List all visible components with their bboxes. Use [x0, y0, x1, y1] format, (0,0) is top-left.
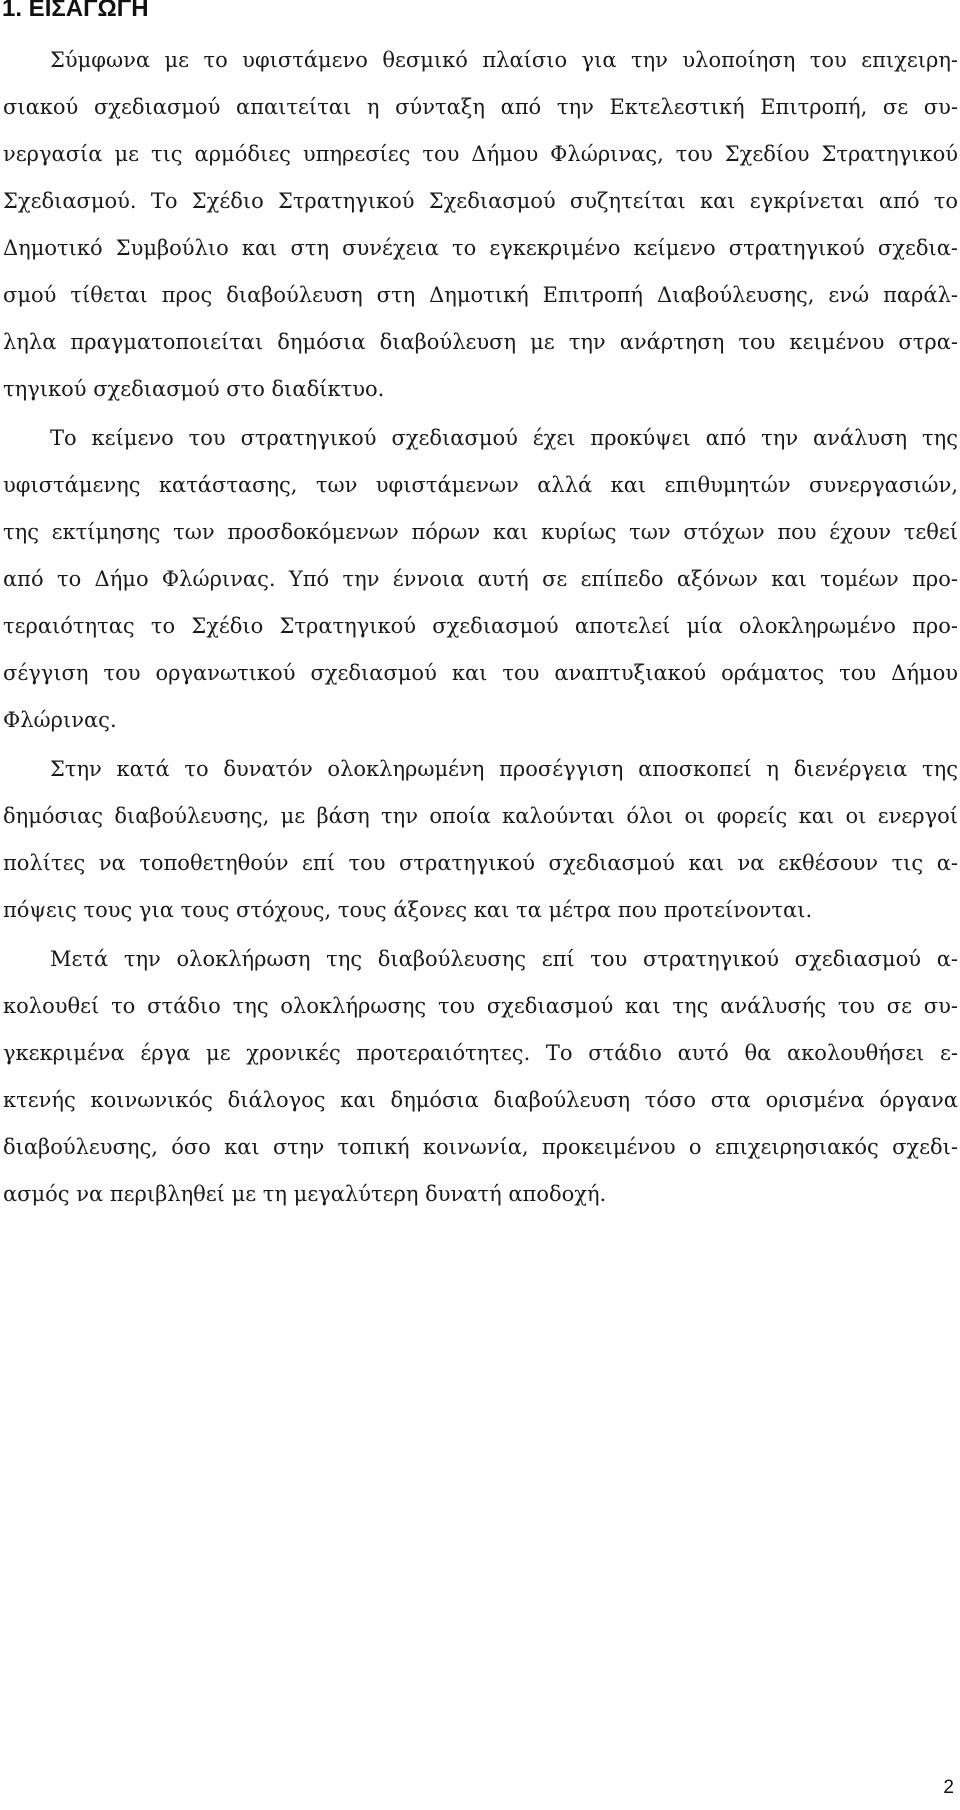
- body-text: [3, 37, 958, 1220]
- text-line: Δημοτικό Συμβούλιο και στη συνέχεια το εγκεκριμένο κείμενο στρατηγικού σχεδια-: [3, 236, 958, 260]
- paragraph-1: [3, 37, 958, 413]
- text-line: Το κείμενο του στρατηγικού σχεδιασμού έχει προκύψει από την ανάλυση της: [50, 426, 958, 450]
- text-line: γκεκριμένα έργα με χρονικές προτεραιότητες. Το στάδιο αυτό θα ακολουθήσει ε-: [3, 1041, 958, 1065]
- text-line: δημόσιας διαβούλευσης, με βάση την οποία καλούνται όλοι οι φορείς και οι ενεργοί: [3, 804, 958, 828]
- text-line: κτενής κοινωνικός διάλογος και δημόσια διαβούλευση τόσο στα ορισμένα όργανα: [3, 1088, 958, 1112]
- text-line: ασμός να περιβληθεί με τη μεγαλύτερη δυνατή αποδοχή.: [3, 1182, 607, 1206]
- text-line: τηγικού σχεδιασμού στο διαδίκτυο.: [3, 377, 385, 401]
- text-line: της εκτίμησης των προσδοκόμενων πόρων και κυρίως των στόχων που έχουν τεθεί: [3, 520, 958, 544]
- text-line: ληλα πραγματοποιείται δημόσια διαβούλευση με την ανάρτηση του κειμένου στρα-: [3, 330, 958, 354]
- text-line: Στην κατά το δυνατόν ολοκληρωμένη προσέγγιση αποσκοπεί η διενέργεια της: [50, 757, 958, 781]
- text-line: διαβούλευσης, όσο και στην τοπική κοινωνία, προκειμένου ο επιχειρησιακός σχεδι-: [3, 1135, 958, 1159]
- text-line: σμού τίθεται προς διαβούλευση στη Δημοτική Επιτροπή Διαβούλευσης, ενώ παράλ-: [3, 283, 958, 307]
- text-line: σιακού σχεδιασμού απαιτείται η σύνταξη από την Εκτελεστική Επιτροπή, σε συ-: [3, 95, 958, 119]
- text-line: πόψεις τους για τους στόχους, τους άξονες και τα μέτρα που προτείνονται.: [3, 898, 813, 922]
- paragraph-4: [3, 936, 958, 1218]
- text-line: νεργασία με τις αρμόδιες υπηρεσίες του Δήμου Φλώρινας, του Σχεδίου Στρατηγικού: [3, 142, 958, 166]
- text-line: Σχεδιασμού. Το Σχέδιο Στρατηγικού Σχεδιασμού συζητείται και εγκρίνεται από το: [3, 189, 958, 213]
- text-line: σέγγιση του οργανωτικού σχεδιασμού και του αναπτυξιακού οράματος του Δήμου: [3, 661, 958, 685]
- text-line: από το Δήμο Φλώρινας. Υπό την έννοια αυτή σε επίπεδο αξόνων και τομέων προ-: [3, 567, 958, 591]
- text-line: τεραιότητας το Σχέδιο Στρατηγικού σχεδιασμού αποτελεί μία ολοκληρωμένο προ-: [3, 614, 958, 638]
- text-line: πολίτες να τοποθετηθούν επί του στρατηγικού σχεδιασμού και να εκθέσουν τις α-: [3, 851, 958, 875]
- paragraph-2: [3, 415, 958, 744]
- text-line: Μετά την ολοκλήρωση της διαβούλευσης επί του στρατηγικού σχεδιασμού α-: [50, 947, 958, 971]
- paragraph-3: [3, 746, 958, 934]
- section-heading: 1. ΕΙΣΑΓΩΓΗ: [2, 0, 149, 22]
- text-line: κολουθεί το στάδιο της ολοκλήρωσης του σχεδιασμού και της ανάλυσής του σε συ-: [3, 994, 958, 1018]
- text-line: υφιστάμενης κατάστασης, των υφιστάμενων αλλά και επιθυμητών συνεργασιών,: [3, 473, 958, 497]
- text-line: Φλώρινας.: [3, 708, 117, 732]
- page-number: 2: [943, 1777, 954, 1798]
- text-line: Σύμφωνα με το υφιστάμενο θεσμικό πλαίσιο για την υλοποίηση του επιχειρη-: [50, 48, 958, 72]
